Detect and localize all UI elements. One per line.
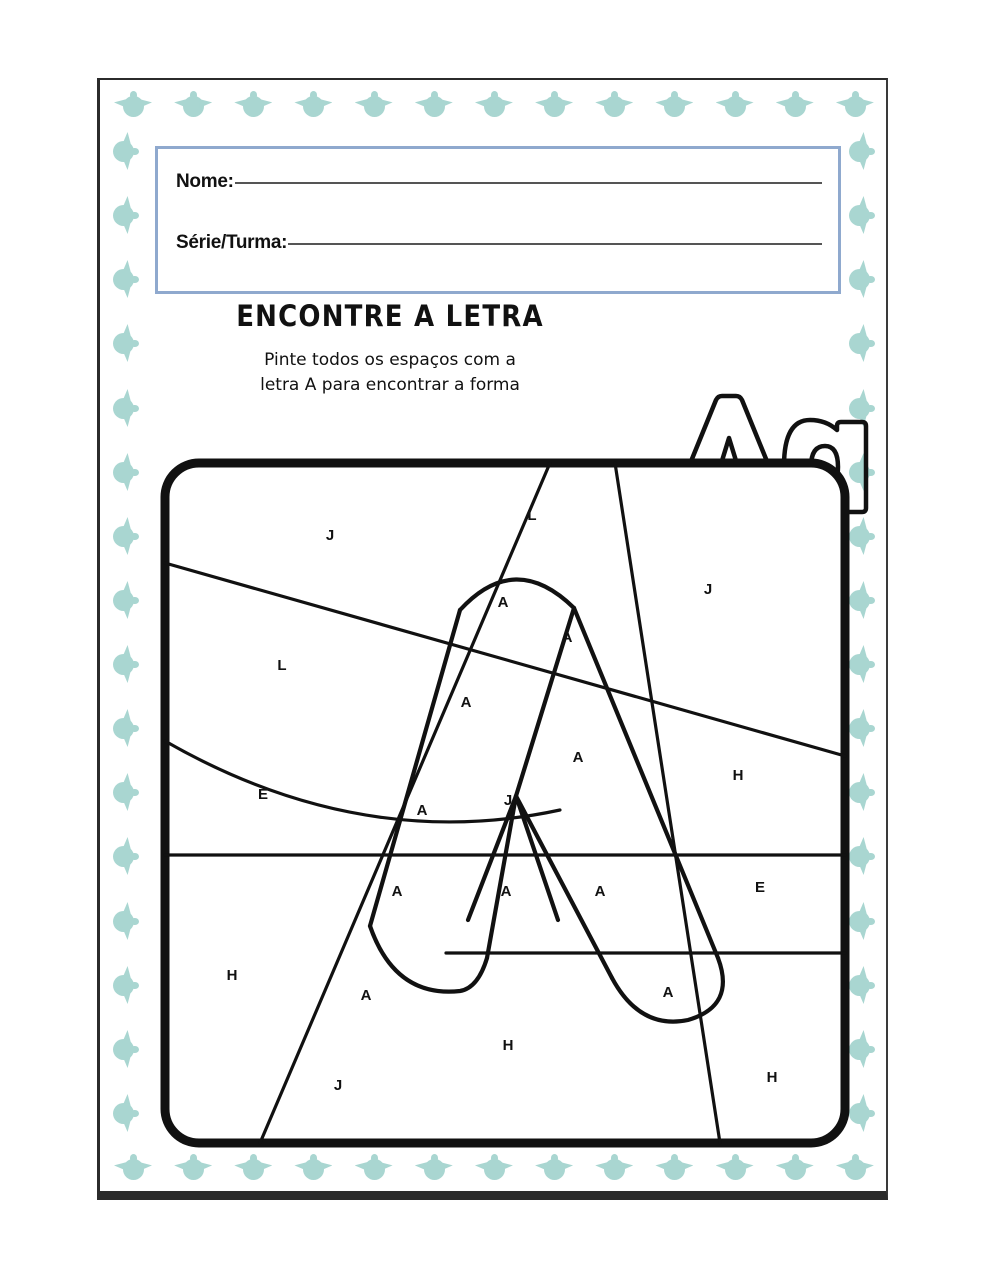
border-motifs-top — [114, 86, 874, 124]
teapot-motif-icon — [106, 1030, 144, 1068]
teapot-motif-icon — [106, 902, 144, 940]
puzzle-region-letter[interactable]: J — [325, 526, 335, 544]
puzzle-region-letter[interactable]: E — [257, 785, 269, 803]
border-motifs-bottom — [114, 1149, 874, 1187]
instruction-line-2: letra A para encontrar a forma — [260, 374, 520, 395]
name-field-row[interactable] — [176, 171, 822, 193]
puzzle-region-letter[interactable]: A — [416, 801, 428, 819]
teapot-motif-icon — [415, 1149, 453, 1187]
teapot-motif-icon — [776, 86, 814, 124]
teapot-motif-icon — [174, 1149, 212, 1187]
teapot-motif-icon — [716, 1149, 754, 1187]
page-title: ENCONTRE A LETRA — [236, 300, 544, 334]
class-label: Série/Turma: — [176, 232, 288, 253]
puzzle-region-letter[interactable]: A — [500, 882, 512, 900]
page-frame — [97, 78, 888, 1200]
puzzle-region-letter[interactable]: A — [391, 882, 403, 900]
teapot-motif-icon — [415, 86, 453, 124]
teapot-motif-icon — [475, 86, 513, 124]
puzzle-region-letter[interactable]: A — [594, 882, 606, 900]
puzzle-region-letter[interactable]: A — [460, 693, 472, 711]
teapot-motif-icon — [106, 517, 144, 555]
teapot-motif-icon — [716, 86, 754, 124]
puzzle-region-letter[interactable]: J — [503, 791, 513, 809]
puzzle-region-letter[interactable]: L — [527, 506, 537, 524]
puzzle-region-letter[interactable]: H — [502, 1036, 514, 1054]
coloring-puzzle[interactable] — [160, 458, 850, 1148]
puzzle-region-letter[interactable]: A — [497, 593, 509, 611]
teapot-motif-icon — [106, 645, 144, 683]
teapot-motif-icon — [114, 1149, 152, 1187]
teapot-motif-icon — [475, 1149, 513, 1187]
teapot-motif-icon — [836, 1149, 874, 1187]
puzzle-region-letter[interactable]: J — [703, 580, 713, 598]
teapot-motif-icon — [294, 1149, 332, 1187]
teapot-motif-icon — [106, 581, 144, 619]
teapot-motif-icon — [106, 709, 144, 747]
class-input-rule[interactable] — [288, 243, 822, 245]
teapot-motif-icon — [842, 196, 880, 234]
teapot-motif-icon — [294, 86, 332, 124]
teapot-motif-icon — [355, 1149, 393, 1187]
teapot-motif-icon — [106, 260, 144, 298]
teapot-motif-icon — [842, 324, 880, 362]
teapot-motif-icon — [842, 260, 880, 298]
teapot-motif-icon — [535, 86, 573, 124]
teapot-motif-icon — [106, 966, 144, 1004]
teapot-motif-icon — [106, 837, 144, 875]
teapot-motif-icon — [655, 1149, 693, 1187]
teapot-motif-icon — [234, 1149, 272, 1187]
teapot-motif-icon — [842, 132, 880, 170]
instruction-line-1: Pinte todos os espaços com a — [264, 350, 516, 370]
teapot-motif-icon — [106, 132, 144, 170]
teapot-motif-icon — [106, 1094, 144, 1132]
puzzle-region-letter[interactable]: A — [360, 986, 372, 1004]
border-motifs-left — [106, 132, 144, 1132]
teapot-motif-icon — [836, 86, 874, 124]
teapot-motif-icon — [595, 86, 633, 124]
puzzle-region-letter[interactable]: A — [662, 983, 674, 1001]
teapot-motif-icon — [106, 389, 144, 427]
name-label: Nome: — [176, 171, 234, 192]
puzzle-region-letter[interactable]: E — [754, 878, 766, 896]
teapot-motif-icon — [355, 86, 393, 124]
puzzle-region-letter[interactable]: J — [333, 1076, 343, 1094]
puzzle-region-letter[interactable]: H — [766, 1068, 778, 1086]
teapot-motif-icon — [655, 86, 693, 124]
puzzle-region-letter[interactable]: A — [572, 748, 584, 766]
instructions — [210, 348, 570, 397]
student-info-box — [155, 146, 841, 294]
teapot-motif-icon — [234, 86, 272, 124]
teapot-motif-icon — [106, 453, 144, 491]
puzzle-region-letter[interactable]: H — [226, 966, 238, 984]
name-input-rule[interactable] — [235, 182, 822, 184]
teapot-motif-icon — [776, 1149, 814, 1187]
puzzle-region-letter[interactable]: H — [732, 766, 744, 784]
teapot-motif-icon — [114, 86, 152, 124]
teapot-motif-icon — [106, 773, 144, 811]
teapot-motif-icon — [174, 86, 212, 124]
teapot-motif-icon — [106, 196, 144, 234]
class-field-row[interactable] — [176, 232, 822, 254]
puzzle-region-letter[interactable]: A — [561, 628, 573, 646]
teapot-motif-icon — [106, 324, 144, 362]
puzzle-region-letter[interactable]: L — [277, 656, 287, 674]
teapot-motif-icon — [595, 1149, 633, 1187]
title-block — [210, 302, 570, 397]
teapot-motif-icon — [535, 1149, 573, 1187]
